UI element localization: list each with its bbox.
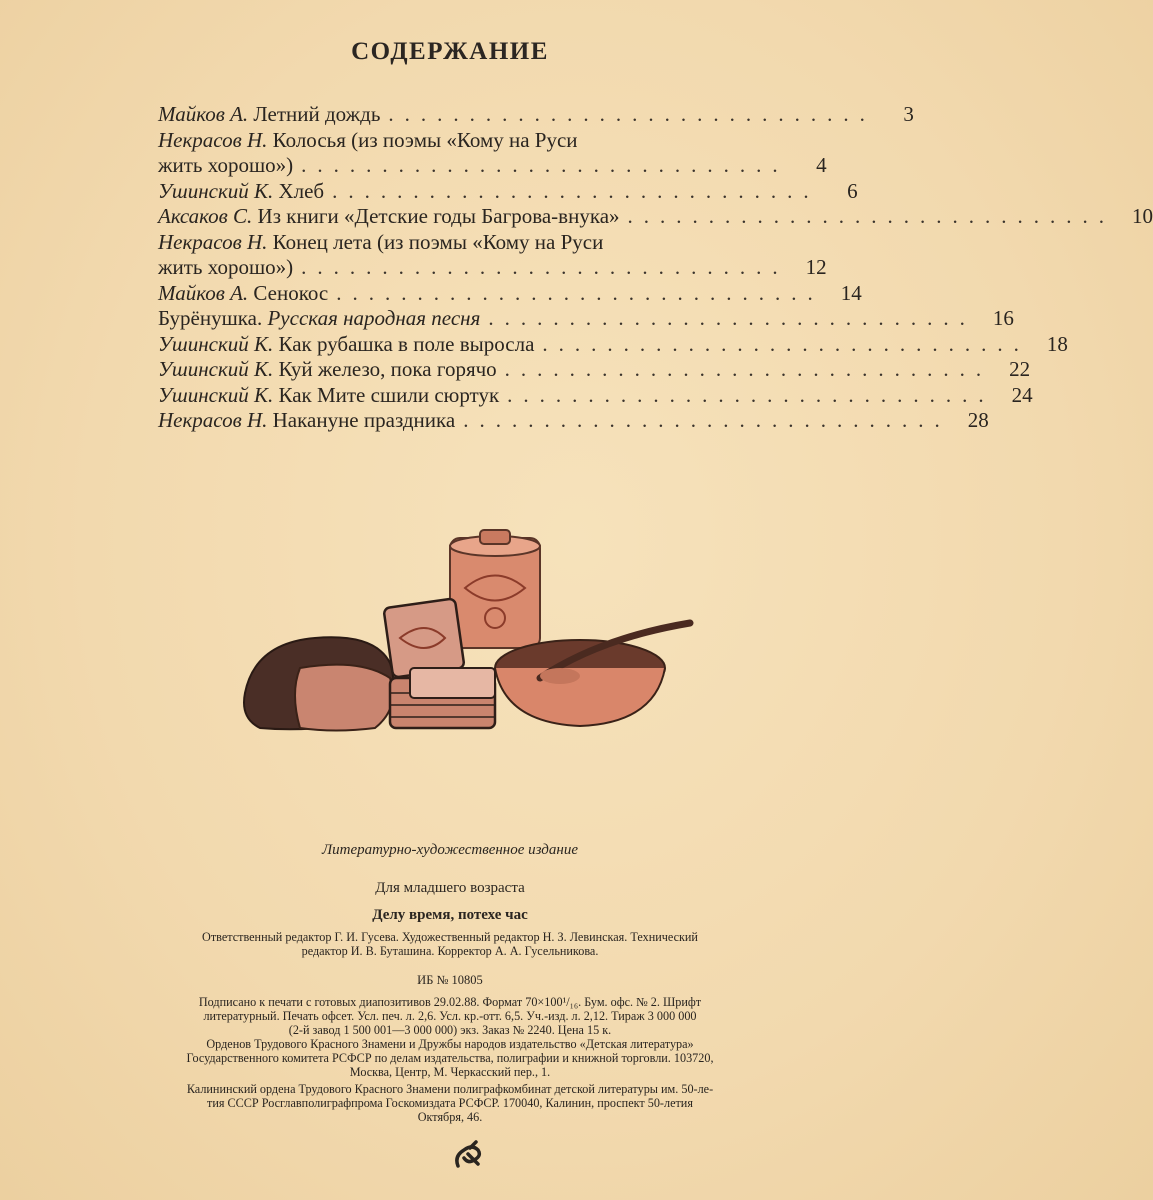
table-of-contents xyxy=(158,102,1153,434)
toc-author: Некрасов Н. xyxy=(158,408,268,432)
toc-author: Ушинский К. xyxy=(158,178,274,203)
publication-line: (2-й завод 1 500 001—3 000 000) экз. Заказ № 2240. Цена 15 к. xyxy=(288,1023,612,1037)
toc-title: Бурёнушка. xyxy=(158,306,263,330)
still-life-bread-bowl-illustration xyxy=(240,528,700,768)
toc-entry-9[interactable]: Ушинский К. Куй железо, пока горячо .............................. 22 xyxy=(158,357,1031,381)
toc-entry-4[interactable]: Аксаков С. Из книги «Детские годы Багрова-внука» .............................. 10 xyxy=(158,204,1153,228)
toc-page-number: 22 xyxy=(1009,357,1031,381)
toc-title: Из книги «Детские годы Багрова-внука» xyxy=(257,204,620,228)
toc-title-continued: жить хорошо») xyxy=(158,153,294,177)
toc-title: Как Мите сшили сюртук xyxy=(278,382,500,407)
page-title: СОДЕРЖАНИЕ xyxy=(351,38,549,65)
toc-subtitle: Русская народная песня xyxy=(267,306,481,330)
edition-type: Литературно-художественное издание xyxy=(322,842,578,858)
toc-author: Майков А. xyxy=(158,102,249,126)
toc-entry-5[interactable]: Некрасов Н. Конец лета (из поэмы «Кому на Руси жить хорошо») .............................. 12 xyxy=(158,229,827,279)
toc-author: Майков А. xyxy=(158,280,249,305)
ib-number: ИБ № 10805 xyxy=(417,973,483,987)
toc-page-number: 12 xyxy=(805,255,827,279)
toc-page-number: 28 xyxy=(967,408,989,432)
bread-illustration xyxy=(244,637,393,730)
toc-author: Некрасов Н. xyxy=(158,229,268,254)
publication-line: Подписано к печати с готовых диапозитивов 29.02.88. Формат 70×100¹/₁₆. Бум. офс. № 2. Шрифт xyxy=(198,995,702,1009)
publication-line: Москва, Центр, М. Черкасский пер., 1. xyxy=(349,1065,551,1079)
toc-title: Хлеб xyxy=(278,178,325,203)
credits-block xyxy=(0,930,900,958)
toc-title: Сенокос xyxy=(253,280,329,305)
toc-title: Летний дождь xyxy=(253,102,381,126)
credits-line: редактор И. В. Буташина. Корректор А. А. Гусельникова. xyxy=(301,944,599,958)
printer-line: тия СССР Росглавполиграфпрома Госкомиздата РСФСР. 170040, Калинин, проспект 50-летия xyxy=(207,1096,693,1110)
toc-title: Колосья (из поэмы «Кому на Руси xyxy=(272,127,578,152)
age-group: Для младшего возраста xyxy=(375,880,525,896)
toc-title-continued: жить хорошо») xyxy=(158,255,294,279)
toc-page-number: 10 xyxy=(1132,204,1153,228)
toc-author: Ушинский К. xyxy=(158,331,274,356)
toc-entry-7[interactable]: Бурёнушка. Русская народная песня .............................. 16 xyxy=(158,306,1014,330)
publication-line: Орденов Трудового Красного Знамени и Дружбы народов издательство «Детская литература» xyxy=(206,1037,694,1051)
toc-title: Как рубашка в поле выросла xyxy=(278,331,535,356)
toc-title: Конец лета (из поэмы «Кому на Руси xyxy=(272,229,604,254)
printer-details xyxy=(0,1082,900,1124)
toc-page-number: 6 xyxy=(847,178,858,203)
toc-author: Ушинский К. xyxy=(158,357,274,381)
toc-page-number: 14 xyxy=(840,280,862,305)
publisher-logo-icon xyxy=(450,1140,490,1170)
toc-author: Некрасов Н. xyxy=(158,127,268,152)
toc-entry-11[interactable]: Некрасов Н. Накануне праздника .............................. 28 xyxy=(158,408,989,432)
toc-entry-2[interactable]: Некрасов Н. Колосья (из поэмы «Кому на Руси жить хорошо») .............................. 4 xyxy=(158,127,827,177)
publication-details xyxy=(0,995,900,1079)
toc-page-number: 3 xyxy=(903,102,914,126)
toc-title: Куй железо, пока горячо xyxy=(278,357,497,381)
toc-page-number: 4 xyxy=(816,153,827,177)
toc-author: Аксаков С. xyxy=(158,204,253,228)
toc-entry-1[interactable]: Майков А. Летний дождь .............................. 3 xyxy=(158,102,914,126)
toc-author: Ушинский К. xyxy=(158,382,274,407)
toc-entry-6[interactable]: Майков А. Сенокос .............................. 14 xyxy=(158,280,862,305)
toc-entry-8[interactable]: Ушинский К. Как рубашка в поле выросла .............................. 18 xyxy=(158,331,1068,356)
toc-entry-10[interactable]: Ушинский К. Как Мите сшили сюртук .............................. 24 xyxy=(158,382,1033,407)
toc-page-number: 18 xyxy=(1046,331,1068,356)
printer-line: Октября, 46. xyxy=(417,1110,483,1124)
credits-line: Ответственный редактор Г. И. Гусева. Художественный редактор Н. З. Левинская. Технический xyxy=(202,930,698,944)
toc-entry-3[interactable]: Ушинский К. Хлеб .............................. 6 xyxy=(158,178,858,203)
toc-page-number: 24 xyxy=(1011,382,1033,407)
toc-title: Накануне праздника xyxy=(272,408,456,432)
publication-line: Государственного комитета РСФСР по делам издательства, полиграфии и книжной торговли. 103720, xyxy=(186,1051,714,1065)
toc-page-number: 16 xyxy=(992,306,1014,330)
jar-illustration xyxy=(450,530,540,648)
publication-line: литературный. Печать офсет. Усл. печ. л. 2,6. Усл. кр.-отт. 6,5. Уч.-изд. л. 2,12. Тираж 3 000 000 xyxy=(203,1009,697,1023)
printer-line: Калининский ордена Трудового Красного Знамени полиграфкомбинат детской литературы им. 50-ле- xyxy=(186,1082,714,1096)
book-title: Делу время, потехе час xyxy=(372,907,528,923)
